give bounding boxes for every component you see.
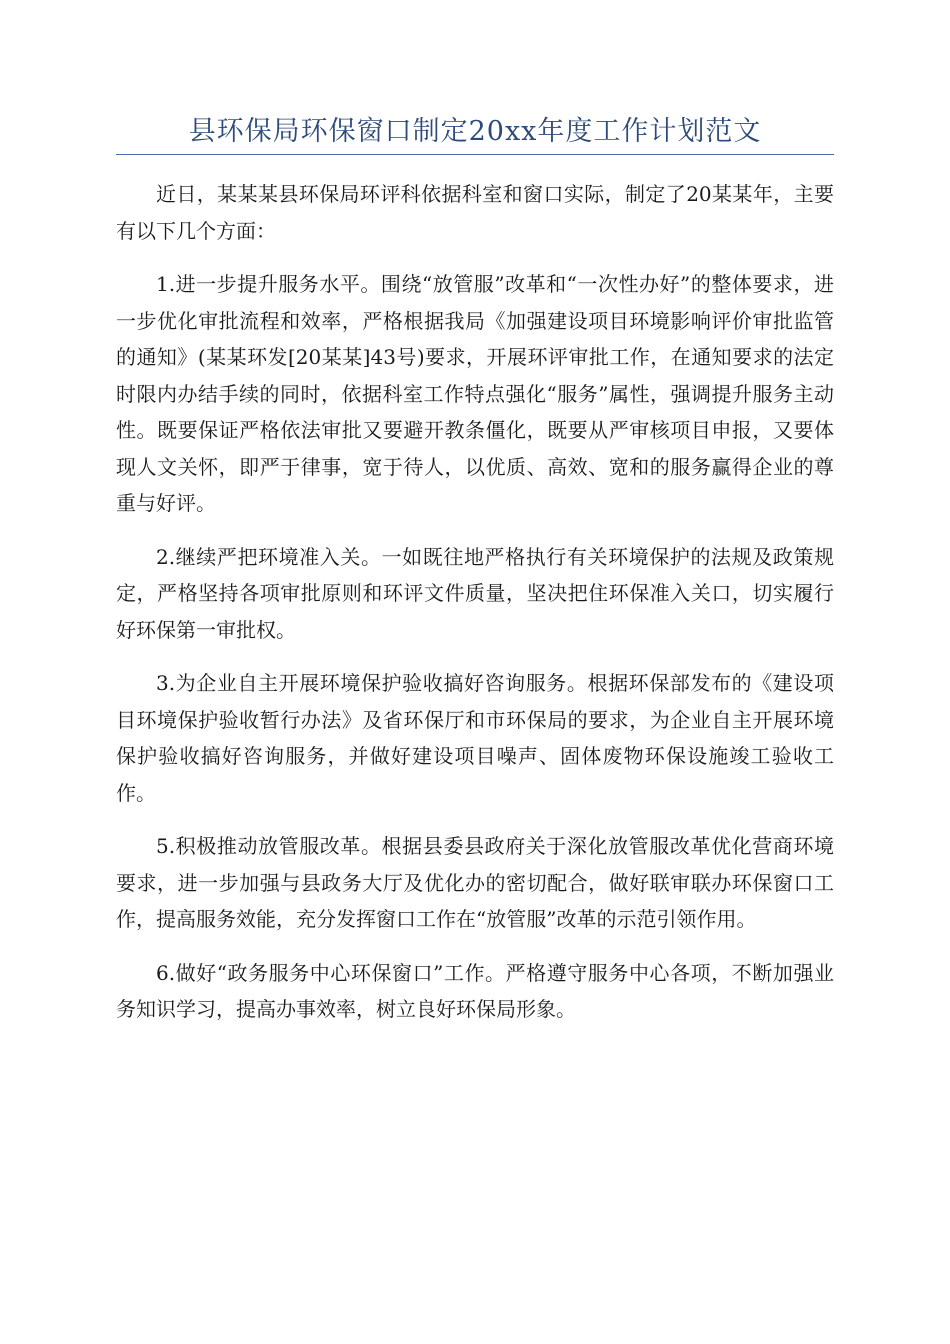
paragraph-item-3: 3.为企业自主开展环境保护验收搞好咨询服务。根据环保部发布的《建设项目环境保护验收暂行办法》及省环保厅和市环保局的要求，为企业自主开展环境保护验收搞好咨询服务，并做好建设项目噪声、固体废物环保设施竣工验收工作。 (116, 671, 834, 805)
paragraph-item-6: 6.做好“政务服务中心环保窗口”工作。严格遵守服务中心各项，不断加强业务知识学习，提高办事效率，树立良好环保局形象。 (116, 960, 834, 1021)
document-body (116, 176, 834, 1045)
title-underline (116, 154, 834, 155)
document-title: 县环保局环保窗口制定20xx年度工作计划范文 (188, 116, 762, 147)
paragraph-item-5: 5.积极推动放管服改革。根据县委县政府关于深化放管服改革优化营商环境要求，进一步加强与县政务大厅及优化办的密切配合，做好联审联办环保窗口工作，提高服务效能，充分发挥窗口工作在“放管服”改革的示范引领作用。 (116, 834, 834, 931)
paragraph-item-2: 2.继续严把环境准入关。一如既往地严格执行有关环境保护的法规及政策规定，严格坚持各项审批原则和环评文件质量，坚决把住环保准入关口，切实履行好环保第一审批权。 (116, 544, 834, 642)
paragraph-item-1: 1.进一步提升服务水平。围绕“放管服”改革和“一次性办好”的整体要求，进一步优化审批流程和效率，严格根据我局《加强建设项目环境影响评价审批监管的通知》(某某环发[20某某]43号)要求，开展环评审批工作，在通知要求的法定时限内办结手续的同时，依据科室工作特点强化“服务”属性，强调提升服务主动性。既要保证严格依法审批又要避开教条僵化，既要从严审核项目申报，又要体现人文关怀，即严于律事，宽于待人，以优质、高效、宽和的服务赢得企业的尊重与好评。 (116, 272, 834, 515)
paragraph-intro: 近日，某某某县环保局环评科依据科室和窗口实际，制定了20某某年，主要有以下几个方面： (116, 182, 834, 243)
